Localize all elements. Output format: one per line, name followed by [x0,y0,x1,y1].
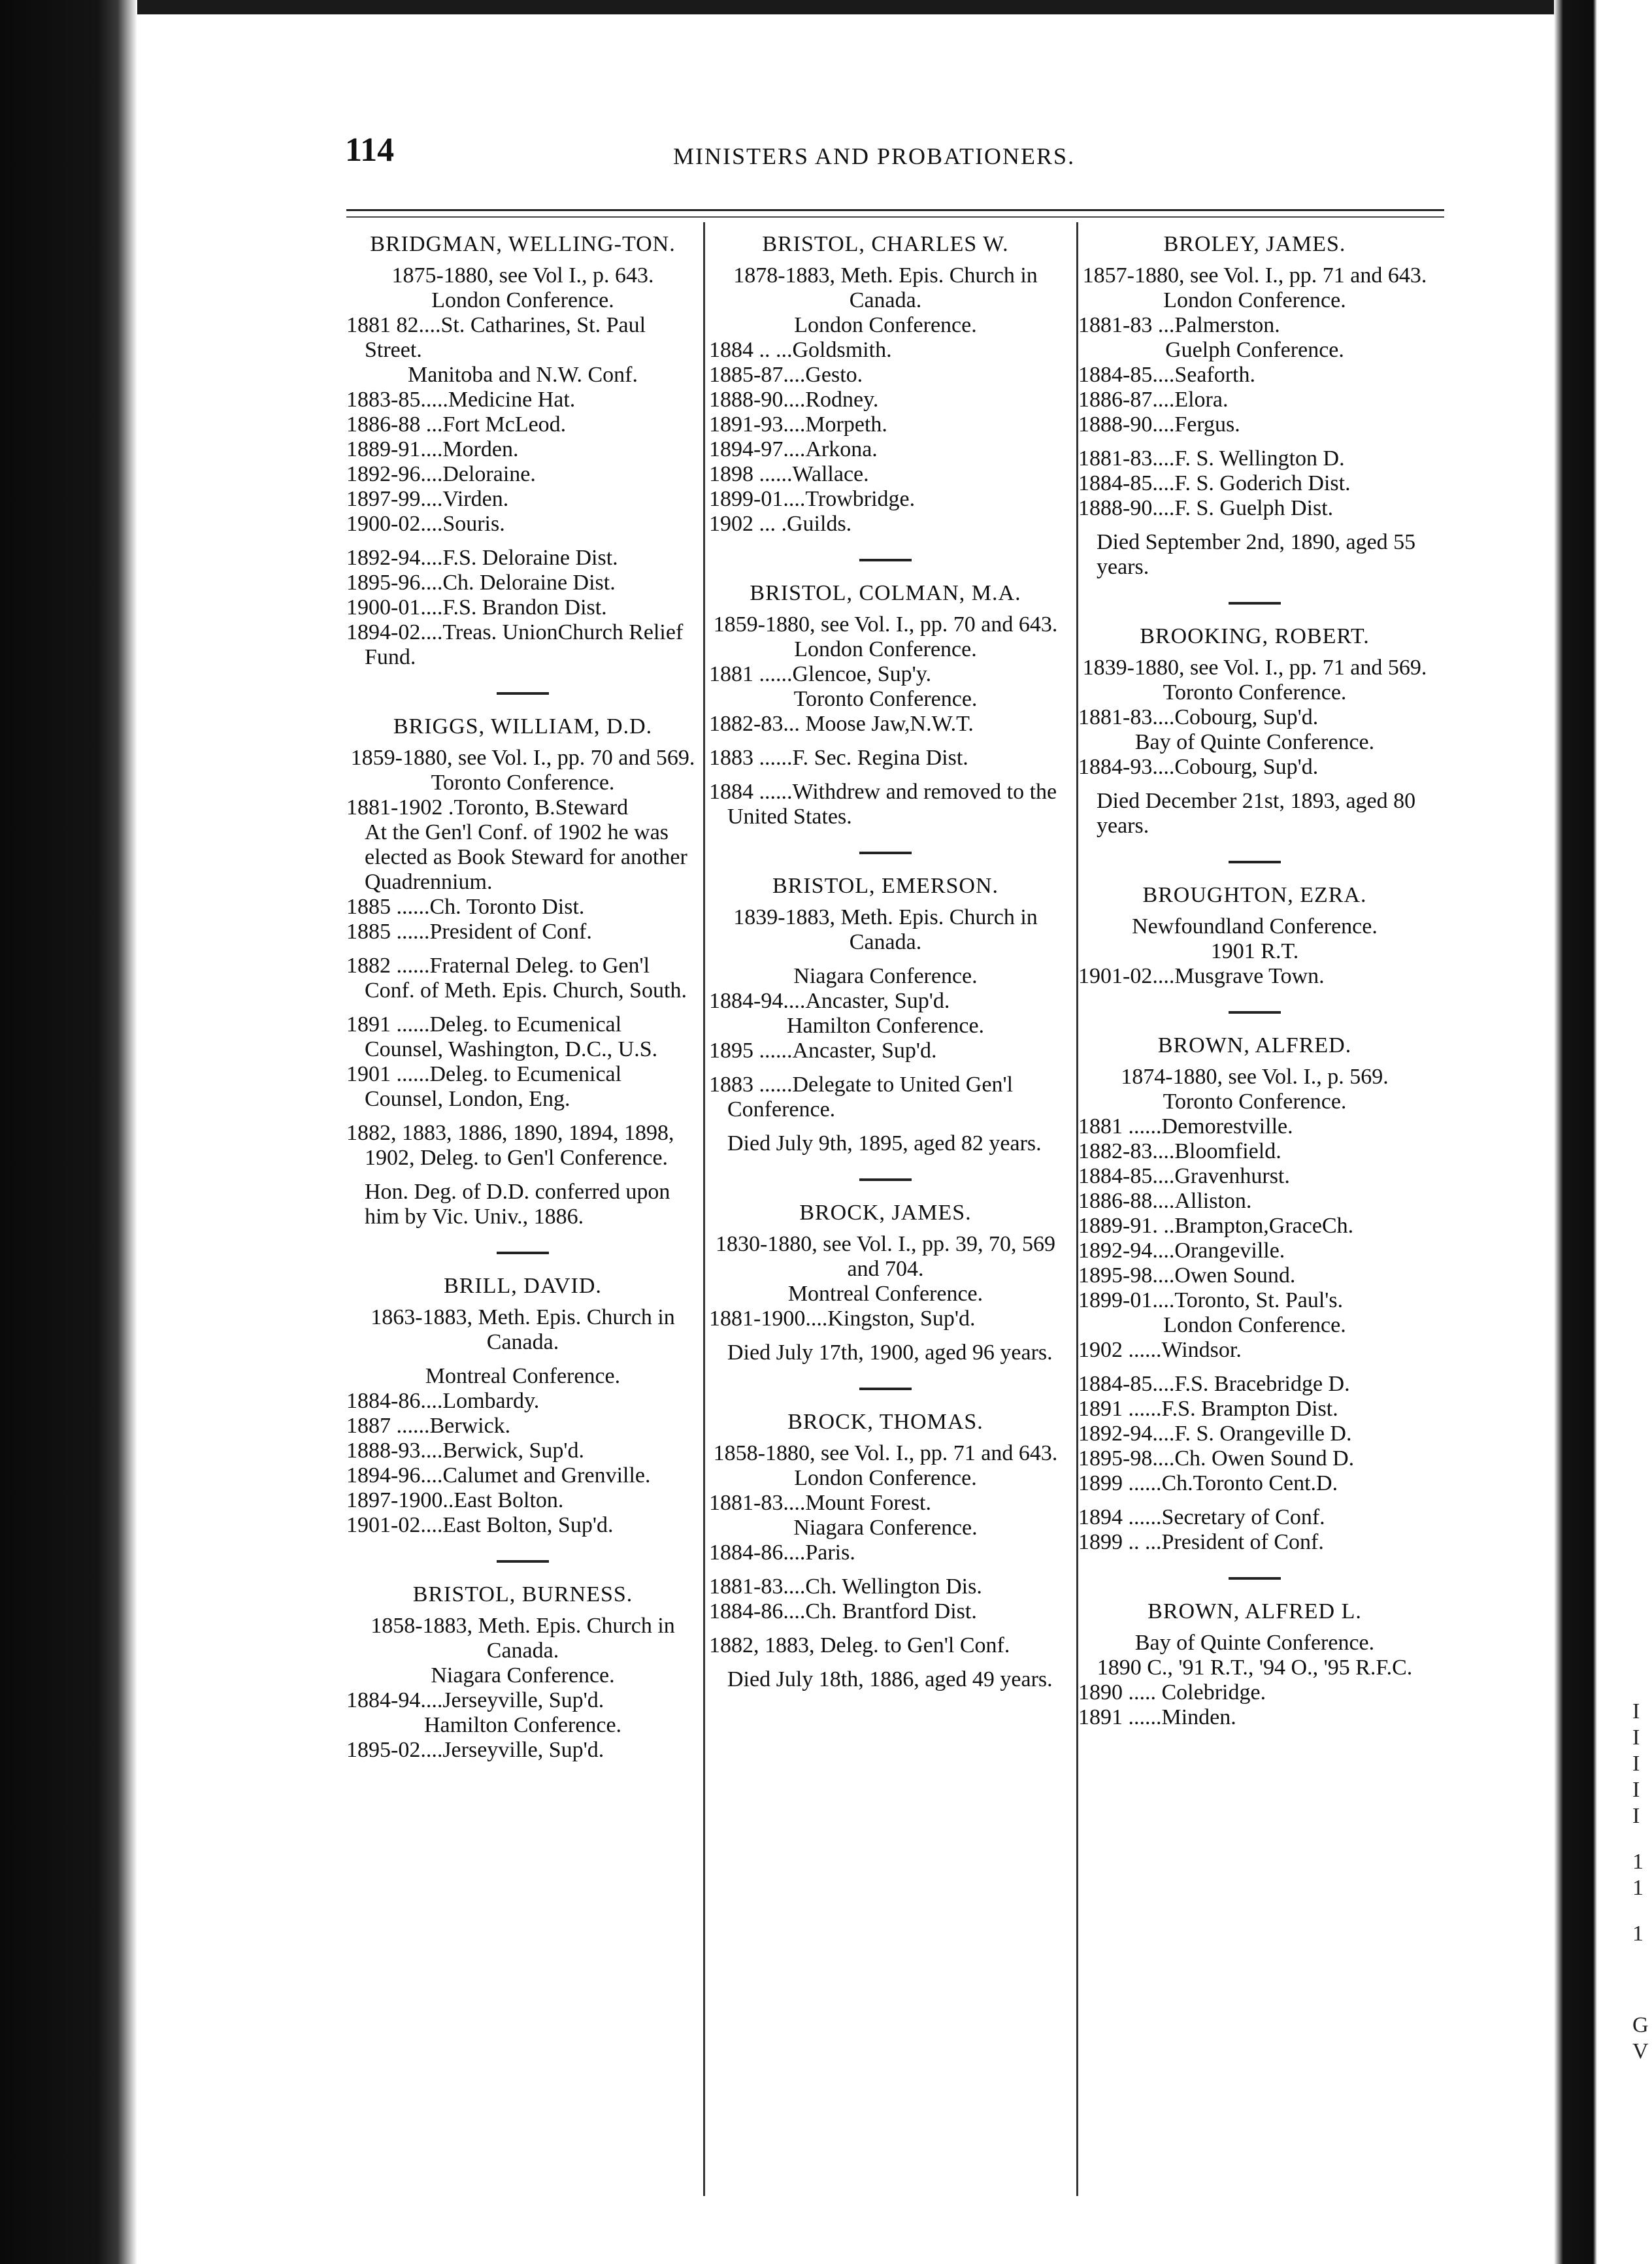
record-line: 1899-01....Toronto, St. Paul's. [1078,1288,1344,1312]
line-gap [709,1624,1062,1633]
column-divider [703,222,705,2196]
record-line: 1884-94....Ancaster, Sup'd. [709,989,950,1013]
record-line: 1901-02....Musgrave Town. [1078,964,1325,988]
column-2 [709,232,1062,1714]
record-line: Died December 21st, 1893, aged 80 years. [1097,789,1421,838]
line-gap [346,1171,699,1180]
record-line: 1898 ......Wallace. [709,462,869,486]
book-binding-left [0,0,137,2264]
edge-fragment: I [1632,1752,1640,1776]
record-line: 1859-1880, see Vol. I., pp. 70 and 569. [350,746,695,770]
record-line: Bay of Quinte Conference. [1134,1631,1375,1655]
line-gap [709,1122,1062,1131]
edge-fragment: I [1632,1778,1640,1802]
minister-name: BRIGGS, WILLIAM, D.D. [393,714,653,739]
record-line: 1891-93....Morpeth. [709,412,887,437]
record-line: 1883 ......F. Sec. Regina Dist. [709,746,968,770]
entry-separator [1229,602,1281,605]
minister-name: BROUGHTON, EZRA. [1142,883,1367,907]
record-line: 1894-96....Calumet and Grenville. [346,1463,651,1488]
minister-entry [1078,1599,1431,1730]
minister-name: BRISTOL, CHARLES W. [762,232,1009,256]
minister-entry [1078,232,1431,580]
edge-fragment: 1 [1632,1922,1644,1946]
record-line: 1884-85....Gravenhurst. [1078,1164,1290,1188]
record-line: Toronto Conference. [1163,1090,1347,1114]
record-line: 1890 C., '91 R.T., '94 O., '95 R.F.C. [1097,1656,1413,1680]
record-line: 1883-85.....Medicine Hat. [346,388,576,412]
record-line: 1885 ......Ch. Toronto Dist. [346,895,585,919]
minister-entry [1078,624,1431,839]
record-line: Manitoba and N.W. Conf. [408,363,638,387]
minister-entry [346,232,699,670]
record-line: 1884 ......Withdrew and removed to the United States. [709,780,1063,829]
record-line: 1886-88 ...Fort McLeod. [346,412,567,437]
record-line: 1889-91....Morden. [346,437,519,461]
record-line: 1884-86....Paris. [709,1540,855,1565]
line-gap [346,1112,699,1121]
record-line: Toronto Conference. [1163,680,1347,705]
record-line: Died July 18th, 1886, aged 49 years. [727,1667,1053,1691]
minister-entry [709,232,1062,537]
column-3 [1078,232,1431,1752]
minister-name: BROWN, ALFRED. [1157,1033,1352,1057]
record-line: Hamilton Conference. [423,1713,622,1737]
record-line: 1881 ......Glencoe, Sup'y. [709,662,932,686]
minister-name: BROWN, ALFRED L. [1148,1599,1362,1623]
minister-entry [1078,883,1431,989]
record-line: 1881-83 ...Palmerston. [1078,313,1280,337]
record-line: 1895 ......Ancaster, Sup'd. [709,1039,937,1063]
entry-separator [1229,1011,1281,1014]
record-line: 1881-83....Cobourg, Sup'd. [1078,705,1319,729]
minister-entry [346,714,699,1229]
minister-name: BRISTOL, EMERSON. [772,874,999,898]
line-gap [709,771,1062,780]
record-line: 1884-86....Lombardy. [346,1389,540,1413]
record-line: 1839-1880, see Vol. I., pp. 71 and 569. [1082,656,1427,680]
record-line: 1830-1880, see Vol. I., pp. 39, 70, 569 and 704. [715,1232,1061,1281]
record-line: Died July 9th, 1895, aged 82 years. [727,1131,1042,1156]
record-line: 1891 ......Minden. [1078,1705,1236,1729]
record-line: 1858-1880, see Vol. I., pp. 71 and 643. [713,1441,1058,1465]
record-line: 1897-99....Virden. [346,487,509,511]
record-line: 1884-94....Jerseyville, Sup'd. [346,1688,604,1712]
record-line: 1884-85....Seaforth. [1078,363,1256,387]
record-line: 1884-93....Cobourg, Sup'd. [1078,755,1319,779]
record-line: 1858-1883, Meth. Epis. Church in Canada. [371,1614,681,1663]
record-line: 1900-02....Souris. [346,512,505,536]
record-line: 1888-90....F. S. Guelph Dist. [1078,496,1334,520]
record-line: 1899 ......Ch.Toronto Cent.D. [1078,1471,1338,1495]
record-line: 1899 .. ...President of Conf. [1078,1530,1324,1554]
record-line: Died September 2nd, 1890, aged 55 years. [1097,530,1421,579]
minister-entry [709,581,1062,829]
line-gap [1078,1496,1431,1505]
entry-separator [497,692,549,695]
line-gap [1078,780,1431,789]
record-line: 1882-83....Bloomfield. [1078,1139,1281,1163]
record-line: 1886-87....Elora. [1078,388,1229,412]
minister-name: BRIDGMAN, WELLING-TON. [370,232,676,256]
record-line: 1881 82....St. Catharines, St. Paul Street. [346,313,652,362]
record-line: 1890 ..... Colebridge. [1078,1680,1266,1705]
scan-top-edge [0,0,1652,14]
record-line: At the Gen'l Conf. of 1902 he was elected as Book Steward for another Quadrennium. [365,820,693,894]
record-line: 1895-96....Ch. Deloraine Dist. [346,571,616,595]
record-line: 1884-86....Ch. Brantford Dist. [709,1599,977,1623]
page-number: 114 [345,131,395,169]
record-line: Hon. Deg. of D.D. conferred upon him by Vic. Univ., 1886. [365,1180,676,1229]
record-line: London Conference. [1163,288,1346,312]
record-line: 1884-85....F. S. Goderich Dist. [1078,471,1351,495]
edge-fragment: 1 [1632,1850,1644,1874]
record-line: 1887 ......Berwick. [346,1414,511,1438]
minister-entry [346,1582,699,1763]
line-gap [709,1565,1062,1574]
record-line: 1891 ......Deleg. to Ecumenical Counsel, Washington, D.C., U.S. [346,1012,658,1061]
minister-entry [709,1410,1062,1692]
record-line: 1891 ......F.S. Brampton Dist. [1078,1397,1338,1421]
line-gap [346,537,699,546]
minister-name: BRISTOL, COLMAN, M.A. [750,581,1021,605]
header-rule [346,209,1444,211]
line-gap [709,955,1062,964]
line-gap [1078,521,1431,530]
record-line: 1882, 1883, 1886, 1890, 1894, 1898, 1902, Deleg. to Gen'l Conference. [346,1121,680,1170]
entry-separator [1229,1577,1281,1580]
record-line: 1888-90....Fergus. [1078,412,1240,437]
minister-name: BRILL, DAVID. [444,1274,602,1298]
record-line: Toronto Conference. [431,771,615,795]
record-line: 1885-87....Gesto. [709,363,863,387]
record-line: 1875-1880, see Vol I., p. 643. [391,263,654,288]
record-line: Montreal Conference. [787,1282,983,1306]
record-line: London Conference. [794,1466,977,1490]
record-line: 1881-1902 .Toronto, B.Steward [346,795,629,820]
record-line: 1881-83....Ch. Wellington Dis. [709,1574,982,1599]
minister-entry [1078,1033,1431,1555]
record-line: Niagara Conference. [431,1663,615,1688]
record-line: 1901 R.T. [1210,939,1299,963]
entry-separator [859,1178,912,1181]
minister-name: BROLEY, JAMES. [1163,232,1346,256]
minister-entry [346,1274,699,1538]
record-line: 1894 ......Secretary of Conf. [1078,1505,1325,1529]
record-line: 1895-02....Jerseyville, Sup'd. [346,1738,604,1762]
record-line: 1892-94....F. S. Orangeville D. [1078,1422,1352,1446]
record-line: 1881 ......Demorestville. [1078,1114,1293,1139]
record-line: London Conference. [431,288,614,312]
record-line: Montreal Conference. [425,1364,621,1388]
record-line: London Conference. [794,637,977,661]
record-line: 1888-93....Berwick, Sup'd. [346,1439,585,1463]
record-line: 1886-88....Alliston. [1078,1189,1252,1213]
record-line: 1889-91. ..Brampton,GraceCh. [1078,1214,1354,1238]
entry-separator [859,852,912,854]
record-line: 1882 ......Fraternal Deleg. to Gen'l Conf. of Meth. Epis. Church, South. [346,954,687,1003]
line-gap [346,1003,699,1012]
minister-name: BROCK, JAMES. [799,1201,972,1225]
edge-fragment: I [1632,1699,1640,1723]
minister-name: BROOKING, ROBERT. [1140,624,1370,648]
record-line: 1883 ......Delegate to United Gen'l Conference. [709,1073,1019,1122]
record-line: 1888-90....Rodney. [709,388,879,412]
record-line: 1881-1900....Kingston, Sup'd. [709,1307,976,1331]
edge-fragment: I [1632,1804,1640,1828]
record-line: 1895-98....Owen Sound. [1078,1263,1296,1288]
record-line: 1892-94....Orangeville. [1078,1239,1285,1263]
entry-separator [497,1560,549,1563]
record-line: Bay of Quinte Conference. [1134,730,1375,754]
record-line: 1882-83... Moose Jaw,N.W.T. [709,712,974,736]
line-gap [1078,1363,1431,1372]
edge-fragment: V [1632,2039,1649,2063]
record-line: 1892-96....Deloraine. [346,462,536,486]
record-line: 1899-01....Trowbridge. [709,487,916,511]
record-line: 1894-02....Treas. UnionChurch Relief Fund. [346,620,689,669]
minister-name: BRISTOL, BURNESS. [412,1582,633,1606]
record-line: 1882, 1883, Deleg. to Gen'l Conf. [709,1633,1010,1657]
minister-entry [709,874,1062,1156]
line-gap [709,1658,1062,1667]
line-gap [709,1063,1062,1073]
record-line: Newfoundland Conference. [1132,914,1378,939]
record-line: 1885 ......President of Conf. [346,920,592,944]
edge-fragment: 1 [1632,1876,1644,1900]
record-line: 1900-01....F.S. Brandon Dist. [346,595,607,620]
entry-separator [1229,861,1281,863]
record-line: 1892-94....F.S. Deloraine Dist. [346,546,618,570]
record-line: Died July 17th, 1900, aged 96 years. [727,1340,1053,1365]
record-line: Hamilton Conference. [786,1014,985,1038]
record-line: 1878-1883, Meth. Epis. Church in Canada. [733,263,1044,312]
record-line: 1895-98....Ch. Owen Sound D. [1078,1446,1355,1471]
record-line: 1901 ......Deleg. to Ecumenical Counsel, London, Eng. [346,1062,627,1111]
record-line: 1894-97....Arkona. [709,437,878,461]
line-gap [346,944,699,954]
record-line: Niagara Conference. [793,964,978,988]
edge-fragment: G [1632,2013,1649,2037]
record-line: 1897-1900..East Bolton. [346,1488,564,1512]
record-line: London Conference. [794,313,977,337]
minister-name: BROCK, THOMAS. [787,1410,983,1434]
entry-separator [859,1388,912,1390]
header-rule-thin [346,216,1444,218]
line-gap [709,737,1062,746]
line-gap [709,1331,1062,1340]
record-line: 1839-1883, Meth. Epis. Church in Canada. [733,905,1044,954]
record-line: 1857-1880, see Vol. I., pp. 71 and 643. [1082,263,1427,288]
entry-separator [859,559,912,561]
record-line: 1881-83....F. S. Wellington D. [1078,446,1345,471]
record-line: 1902 ... .Guilds. [709,512,852,536]
column-1 [346,232,699,1785]
record-line: Toronto Conference. [793,687,978,711]
edge-fragment: I [1632,1725,1640,1750]
record-line: 1884 .. ...Goldsmith. [709,338,892,362]
record-line: Niagara Conference. [793,1516,978,1540]
record-line: 1863-1883, Meth. Epis. Church in Canada. [371,1305,681,1354]
record-line: Guelph Conference. [1165,338,1344,362]
running-title: MINISTERS AND PROBATIONERS. [673,143,1076,169]
entry-separator [497,1252,549,1254]
line-gap [1078,437,1431,446]
record-line: London Conference. [1163,1313,1346,1337]
record-line: 1874-1880, see Vol. I., p. 569. [1121,1065,1389,1089]
minister-entry [709,1201,1062,1365]
record-line: 1859-1880, see Vol. I., pp. 70 and 643. [713,612,1058,637]
line-gap [346,1355,699,1364]
record-line: 1902 ......Windsor. [1078,1338,1242,1362]
record-line: 1901-02....East Bolton, Sup'd. [346,1513,614,1537]
record-line: 1881-83....Mount Forest. [709,1491,931,1515]
record-line: 1884-85....F.S. Bracebridge D. [1078,1372,1350,1396]
